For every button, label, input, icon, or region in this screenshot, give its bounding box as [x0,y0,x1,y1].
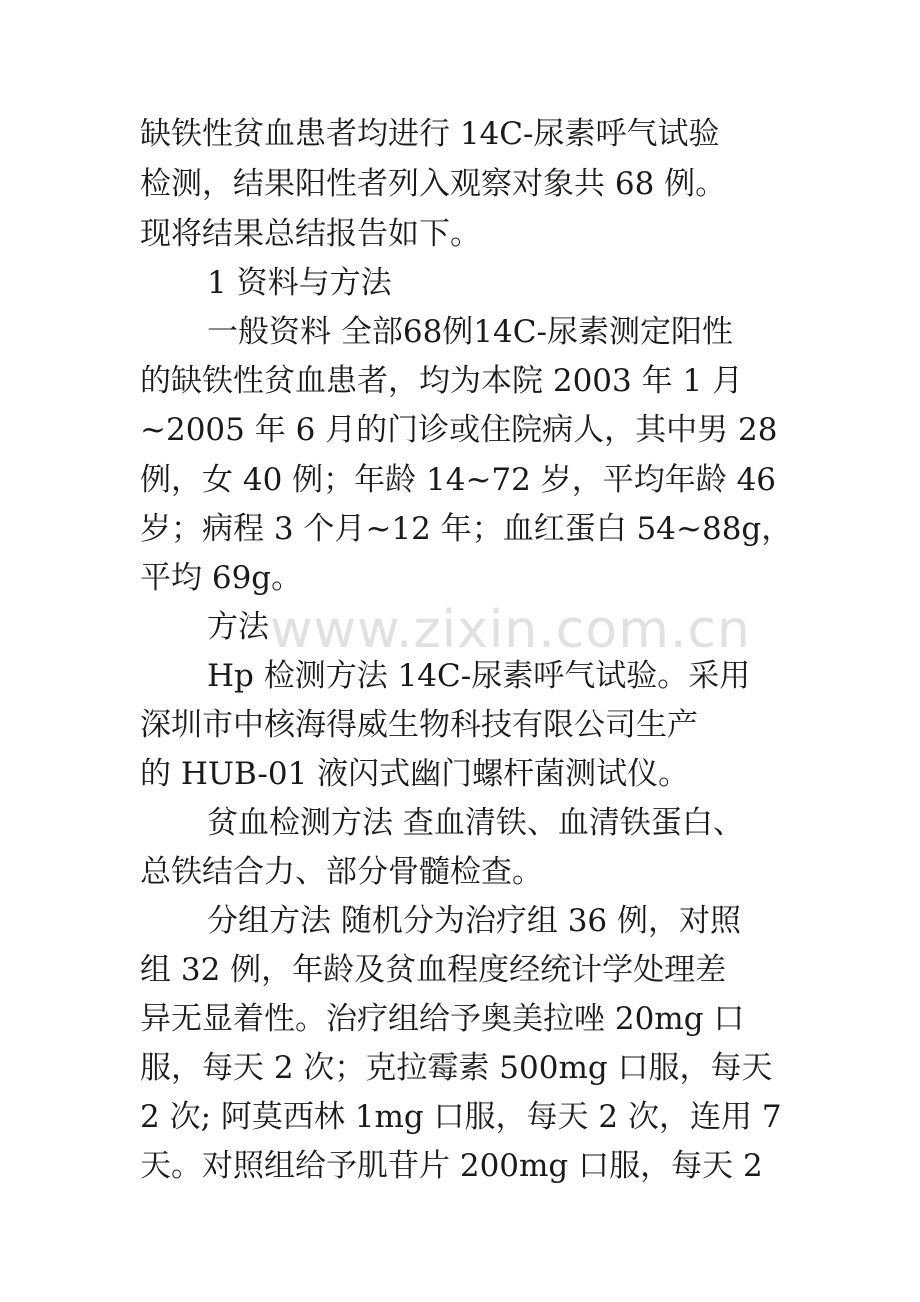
text-line: 贫血检测方法 查血清铁、血清铁蛋白、 [207,805,744,841]
text-line: ~2005 年 6 月的门诊或住院病人，其中男 28 [140,412,778,448]
text-line: 服，每天 2 次；克拉霉素 500mg 口服，每天 [140,1050,773,1086]
text-line: 一般资料 全部68例14C-尿素测定阳性 [207,314,733,350]
text-line: 检测，结果阳性者列入观察对象共 68 例。 [140,166,727,202]
text-line: 深圳市中核海得威生物科技有限公司生产 [140,707,698,743]
text-line: 异无显着性。治疗组给予奥美拉唑 20mg 口 [140,1001,745,1037]
watermark: www.zixin.com.cn [270,600,751,660]
text-line: 总铁结合力、部分骨髓检查。 [140,854,543,890]
text-line: 2 次; 阿莫西林 1mg 口服，每天 2 次，连用 7 [140,1099,782,1135]
text-line: 平均 69g。 [140,560,303,596]
text-line: 现将结果总结报告如下。 [140,216,481,252]
subsection-heading: 方法 [207,609,269,645]
text-line: 的 HUB-01 液闪式幽门螺杆菌测试仪。 [140,756,690,792]
text-line: 天。对照组给予肌苷片 200mg 口服，每天 2 [140,1148,763,1184]
text-line: 岁；病程 3 个月~12 年；血红蛋白 54~88g， [140,511,793,547]
text-line: Hp 检测方法 14C-尿素呼气试验。采用 [207,658,751,694]
text-line: 组 32 例，年龄及贫血程度经统计学处理差 [140,952,727,988]
text-line: 例，女 40 例；年龄 14~72 岁，平均年龄 46 [140,462,777,498]
text-line: 的缺铁性贫血患者，均为本院 2003 年 1 月 [140,363,744,399]
text-line: 分组方法 随机分为治疗组 36 例，对照 [207,903,742,939]
text-line: 缺铁性贫血患者均进行 14C-尿素呼气试验 [140,116,720,152]
section-heading: 1 资料与方法 [207,265,392,301]
